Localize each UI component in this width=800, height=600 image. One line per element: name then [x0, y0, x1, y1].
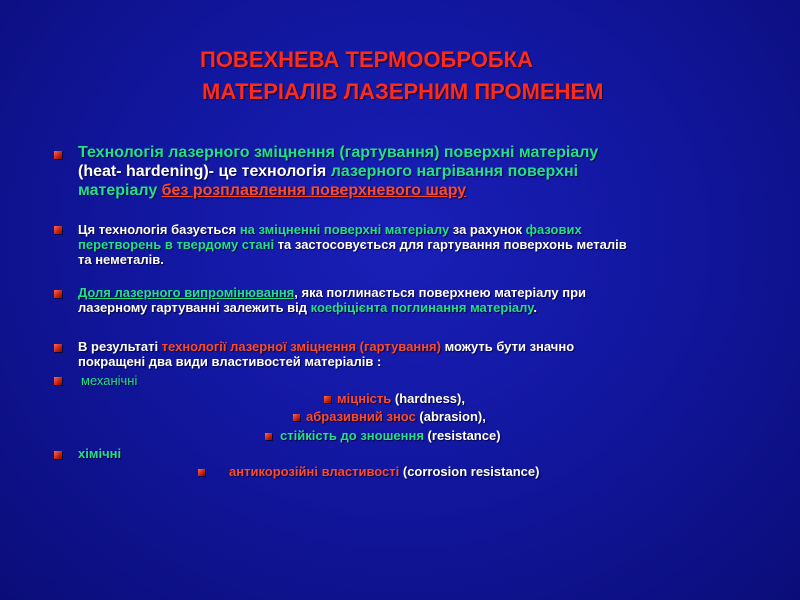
bullet-icon [54, 226, 62, 234]
para2-part-a: Ця технологія базується [78, 222, 240, 237]
para3-part-a: Доля лазерного випромінювання [78, 285, 295, 300]
para4-part-a: В результаті [78, 339, 162, 354]
property-resistance [280, 428, 501, 443]
resistance-ua: стійкість до зношення [280, 428, 424, 443]
para1-material: матеріалу [78, 182, 162, 199]
category-chemical: хімічні [78, 446, 122, 461]
property-hardness [337, 391, 465, 406]
para2-part-b: на зміцненні поверхні матеріалу [239, 222, 450, 237]
paragraph-absorption [78, 285, 778, 315]
para3-part-d: коефіцієнта поглинання матеріалу [310, 300, 534, 315]
property-corrosion [229, 464, 539, 479]
para2-part-g: та неметалів. [78, 252, 164, 267]
para4-part-b: технології лазерної зміцнення (гартування) [161, 339, 441, 354]
paragraph-heat-hardening [78, 143, 778, 200]
hardness-en: (hardness), [391, 391, 465, 406]
para2-part-e: перетворень в твердому стані [78, 237, 275, 252]
bullet-icon [54, 151, 62, 159]
resistance-en: (resistance) [423, 428, 501, 443]
para2-part-c: за рахунок [449, 222, 526, 237]
abrasion-ua: абразивний знос [306, 409, 416, 424]
bullet-icon [293, 414, 300, 421]
title-line-2: МАТЕРІАЛІВ ЛАЗЕРНИМ ПРОМЕНЕМ [202, 79, 604, 104]
paragraph-technology-basis [78, 222, 778, 267]
para3-part-e: . [533, 300, 537, 315]
para3-part-c: лазерному гартуванні залежить від [78, 300, 311, 315]
bullet-icon [54, 377, 62, 385]
para1-definition: лазерного нагрівання поверхні [330, 163, 579, 180]
bullet-icon [54, 451, 62, 459]
para3-part-b: , яка поглинається поверхнею матеріалу при [294, 285, 587, 300]
bullet-icon [198, 469, 205, 476]
para2-part-f: та застосовується для гартування поверхонь металів [274, 237, 627, 252]
para1-no-melting: без розплавлення поверхневого шару [161, 182, 467, 199]
corrosion-ua: антикорозійні властивості [229, 464, 400, 479]
bullet-icon [324, 396, 331, 403]
abrasion-en: (abrasion), [415, 409, 486, 424]
bullet-icon [54, 344, 62, 352]
para2-part-d: фазових [525, 222, 582, 237]
paragraph-results [78, 339, 778, 369]
para1-line1: Технологія лазерного зміцнення (гартування) поверхні матеріалу [78, 144, 599, 161]
hardness-ua: міцність [337, 391, 392, 406]
corrosion-en: (corrosion resistance) [399, 464, 540, 479]
category-mechanical: механічні [81, 373, 138, 388]
bullet-icon [54, 290, 62, 298]
para4-part-d: покращені два види властивостей матеріалів : [78, 354, 382, 369]
para1-term: (heat- hardening) [78, 163, 209, 180]
para4-part-c: можуть бути значно [440, 339, 575, 354]
property-abrasion [306, 409, 486, 424]
bullet-icon [265, 433, 272, 440]
para1-connector: - це технологія [208, 163, 331, 180]
title-line-1: ПОВЕХНЕВА ТЕРМООБРОБКА [200, 47, 533, 72]
